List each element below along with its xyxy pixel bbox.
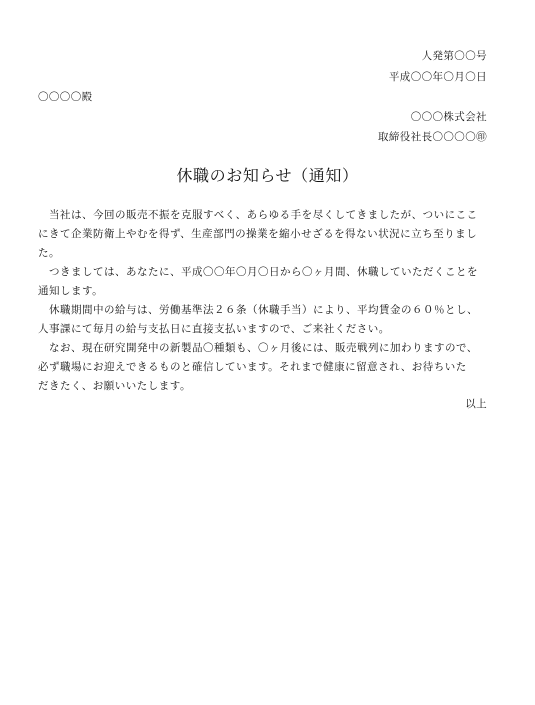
body-line: 通知します。 (38, 285, 104, 297)
sender-company: 〇〇〇株式会社 (410, 111, 487, 123)
document-title: 休職のお知らせ（通知） (176, 166, 359, 185)
document-body (38, 206, 490, 396)
body-line: だきたく、お願いいたします。 (38, 380, 191, 392)
sender-title-name: 取締役社長〇〇〇〇㊞ (378, 131, 487, 143)
body-line: なお、現在研究開発中の新製品〇種類も、〇ヶ月後には、販売戦列に加わりますので、 (38, 342, 478, 354)
closing-remark: 以上 (465, 398, 487, 410)
body-line: 必ず職場にお迎えできるものと確信しています。それまで健康に留意され、お待ちいた (38, 361, 467, 373)
body-line: た。 (38, 247, 60, 259)
document-number: 人発第〇〇号 (421, 50, 487, 62)
body-line: にきて企業防衛上やむを得ず、生産部門の操業を縮小せざるを得ない状況に立ち至りまし (38, 228, 478, 240)
body-line: つきましては、あなたに、平成〇〇年〇月〇日から〇ヶ月間、休職していただくことを (38, 266, 478, 278)
recipient-name: 〇〇〇〇殿 (38, 91, 93, 103)
body-line: 当社は、今回の販売不振を克服すべく、あらゆる手を尽くしてきましたが、ついにここ (38, 209, 478, 221)
body-line: 休職期間中の給与は、労働基準法２６条（休職手当）により、平均賃金の６０％とし、 (38, 304, 478, 316)
document-date: 平成〇〇年〇月〇日 (388, 71, 487, 83)
body-line: 人事課にて毎月の給与支払日に直接支払いますので、ご来社ください。 (38, 323, 390, 335)
